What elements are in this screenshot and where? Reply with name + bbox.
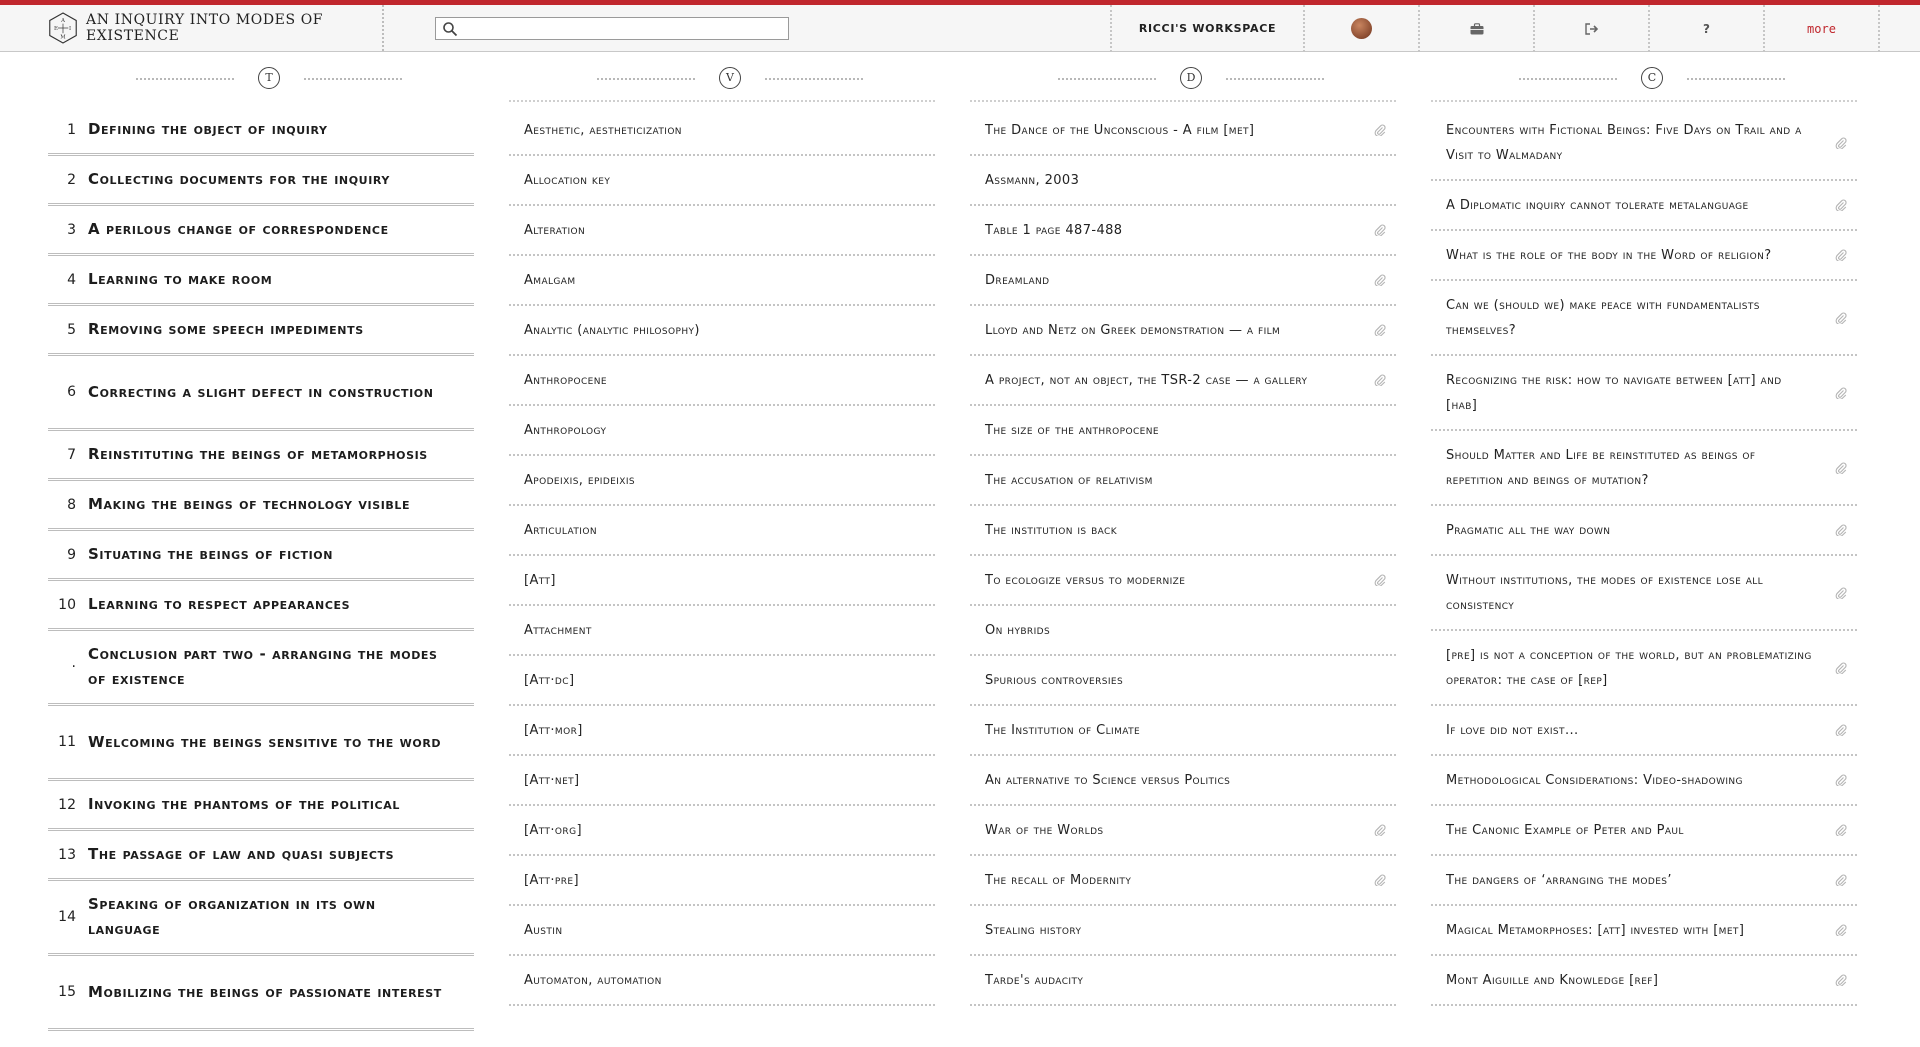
- chapter-title: Conclusion part two - arranging the modes of existence: [88, 645, 438, 688]
- chapter-item[interactable]: [48, 706, 474, 781]
- document-item[interactable]: [970, 806, 1396, 856]
- chapter-title: Welcoming the beings sensitive to the word: [88, 732, 442, 751]
- contributions-column-marker[interactable]: C: [1641, 67, 1663, 89]
- chapter-number: 5: [67, 321, 76, 338]
- attachment-icon: [1835, 824, 1847, 836]
- attachment-icon: [1835, 924, 1847, 936]
- vocabulary-term: Anthropocene: [524, 372, 607, 388]
- vocabulary-item[interactable]: [509, 306, 935, 356]
- contribution-item[interactable]: [1431, 956, 1857, 1006]
- attachment-icon: [1374, 274, 1386, 286]
- document-title: Tarde's audacity: [985, 972, 1084, 988]
- document-item[interactable]: [970, 456, 1396, 506]
- vocabulary-term: [Att]: [524, 572, 556, 588]
- text-column-header: [48, 56, 474, 98]
- document-item[interactable]: [970, 706, 1396, 756]
- vocabulary-item[interactable]: [509, 606, 935, 656]
- chapter-item[interactable]: [48, 256, 474, 306]
- chapter-number: 15: [58, 984, 76, 1000]
- chapter-item[interactable]: [48, 206, 474, 256]
- documents-column: [970, 56, 1396, 1006]
- documents-column-header: [970, 56, 1396, 98]
- attachment-icon: [1374, 824, 1386, 836]
- svg-text:E: E: [54, 25, 58, 32]
- attachment-icon: [1835, 249, 1847, 261]
- chapter-item[interactable]: [48, 831, 474, 881]
- document-item[interactable]: [970, 406, 1396, 456]
- brand[interactable]: [0, 5, 384, 51]
- chapter-item[interactable]: [48, 106, 474, 156]
- contribution-item[interactable]: [1431, 631, 1857, 706]
- chapter-title: Removing some speech impediments: [88, 320, 364, 338]
- svg-text:A: A: [61, 17, 65, 24]
- vocabulary-term: Articulation: [524, 522, 597, 538]
- chapter-number: 4: [67, 271, 76, 288]
- chapter-title: Mobilizing the beings of passionate interest: [88, 982, 442, 1001]
- chapter-title: A perilous change of correspondence: [88, 220, 389, 238]
- vocabulary-item[interactable]: [509, 356, 935, 406]
- document-title: The Institution of Climate: [985, 722, 1141, 738]
- document-title: The accusation of relativism: [985, 472, 1153, 488]
- chapter-item[interactable]: [48, 581, 474, 631]
- document-title: The size of the anthropocene: [985, 422, 1159, 438]
- aime-logo-icon: [48, 10, 78, 46]
- chapter-item[interactable]: [48, 356, 474, 431]
- vocabulary-term: [Att·mor]: [524, 722, 583, 738]
- vocabulary-term: Anthropology: [524, 422, 607, 438]
- text-column-marker[interactable]: T: [258, 67, 280, 89]
- chapter-item[interactable]: [48, 156, 474, 206]
- vocabulary-item[interactable]: [509, 756, 935, 806]
- chapter-number: 7: [67, 446, 76, 463]
- chapter-title: Making the beings of technology visible: [88, 495, 411, 513]
- contributions-column-header: [1431, 56, 1857, 98]
- contribution-item[interactable]: [1431, 106, 1857, 181]
- vocabulary-term: [Att·org]: [524, 822, 582, 838]
- contribution-item[interactable]: [1431, 856, 1857, 906]
- vocabulary-term: Analytic (analytic philosophy): [524, 322, 700, 338]
- vocabulary-item[interactable]: [509, 906, 935, 956]
- chapter-number: 11: [58, 734, 76, 750]
- vocabulary-item[interactable]: [509, 806, 935, 856]
- attachment-icon: [1835, 199, 1847, 211]
- attachment-icon: [1835, 974, 1847, 986]
- contribution-title: The dangers of ‘arranging the modes’: [1446, 872, 1672, 888]
- chapter-title: Reinstituting the beings of metamorphosis: [88, 445, 428, 463]
- vocabulary-term: [Att·dc]: [524, 672, 575, 688]
- help-button[interactable]: ?: [1650, 5, 1765, 52]
- contribution-title: A Diplomatic inquiry cannot tolerate metalanguage: [1446, 197, 1749, 213]
- document-item[interactable]: [970, 656, 1396, 706]
- attachment-icon: [1374, 574, 1386, 586]
- vocabulary-item[interactable]: [509, 256, 935, 306]
- logout-button[interactable]: [1535, 5, 1650, 52]
- attachment-icon: [1374, 374, 1386, 386]
- documents-column-marker[interactable]: D: [1180, 67, 1202, 89]
- vocabulary-item[interactable]: [509, 156, 935, 206]
- vocabulary-column: [509, 56, 935, 1006]
- attachment-icon: [1835, 462, 1847, 474]
- vocabulary-term: Automaton, automation: [524, 972, 662, 988]
- contributions-list: [1431, 106, 1857, 1006]
- attachment-icon: [1835, 387, 1847, 399]
- vocabulary-column-marker[interactable]: V: [719, 67, 741, 89]
- search-icon[interactable]: [442, 21, 458, 37]
- document-title: On hybrids: [985, 622, 1051, 638]
- chapter-title: Invoking the phantoms of the political: [88, 795, 400, 813]
- contribution-item[interactable]: [1431, 356, 1857, 431]
- document-item[interactable]: [970, 306, 1396, 356]
- attachment-icon: [1835, 874, 1847, 886]
- text-column: [48, 56, 474, 1031]
- chapter-number: 8: [67, 496, 76, 513]
- attachment-icon: [1374, 224, 1386, 236]
- chapter-number: 13: [58, 846, 76, 863]
- vocabulary-term: Attachment: [524, 622, 592, 638]
- contribution-item[interactable]: [1431, 281, 1857, 356]
- briefcase-button[interactable]: [1420, 5, 1535, 52]
- contribution-item[interactable]: [1431, 506, 1857, 556]
- attachment-icon: [1835, 137, 1847, 149]
- contribution-title: Can we (should we) make peace with fundamentalists themselves?: [1446, 297, 1760, 338]
- chapter-title: Correcting a slight defect in construction: [88, 382, 434, 401]
- document-item[interactable]: [970, 906, 1396, 956]
- document-item[interactable]: [970, 856, 1396, 906]
- text-list: [48, 106, 474, 1031]
- attachment-icon: [1835, 524, 1847, 536]
- chapter-title: Learning to make room: [88, 270, 273, 288]
- vocabulary-term: [Att·net]: [524, 772, 580, 788]
- vocabulary-item[interactable]: [509, 656, 935, 706]
- document-item[interactable]: [970, 756, 1396, 806]
- contribution-title: Mont Aiguille and Knowledge [ref]: [1446, 972, 1659, 988]
- contribution-item[interactable]: [1431, 906, 1857, 956]
- vocabulary-item[interactable]: [509, 206, 935, 256]
- chapter-item[interactable]: [48, 956, 474, 1031]
- contribution-title: Without institutions, the modes of existence lose all consistency: [1446, 572, 1764, 613]
- chapter-number: ·: [71, 659, 76, 675]
- vocabulary-item[interactable]: [509, 506, 935, 556]
- vocabulary-item[interactable]: [509, 456, 935, 506]
- contribution-title: Recognizing the risk: how to navigate between [att] and [hab]: [1446, 372, 1782, 413]
- document-item[interactable]: [970, 156, 1396, 206]
- chapter-item[interactable]: [48, 781, 474, 831]
- chapter-number: 12: [58, 796, 76, 813]
- document-title: Stealing history: [985, 922, 1082, 938]
- contribution-title: [pre] is not a conception of the world, but an problematizing operator: the case of [rep]: [1446, 647, 1812, 688]
- document-item[interactable]: [970, 206, 1396, 256]
- document-title: Table 1 page 487-488: [985, 222, 1123, 238]
- vocabulary-list: [509, 106, 935, 1006]
- chapter-title: Collecting documents for the inquiry: [88, 170, 390, 188]
- chapter-item[interactable]: [48, 481, 474, 531]
- chapter-item[interactable]: [48, 881, 474, 956]
- vocabulary-term: Aesthetic, aestheticization: [524, 122, 682, 138]
- svg-text:I: I: [69, 25, 72, 32]
- avatar-button[interactable]: [1305, 5, 1420, 52]
- vocabulary-item[interactable]: [509, 556, 935, 606]
- workspace-button[interactable]: RICCI'S WORKSPACE: [1110, 5, 1305, 52]
- attachment-icon: [1835, 312, 1847, 324]
- vocabulary-term: [Att·pre]: [524, 872, 579, 888]
- document-item[interactable]: [970, 506, 1396, 556]
- attachment-icon: [1835, 662, 1847, 674]
- document-title: War of the Worlds: [985, 822, 1104, 838]
- app-title: AN INQUIRY INTO MODES OF EXISTENCE: [85, 12, 324, 44]
- chapter-title: The passage of law and quasi subjects: [88, 845, 395, 863]
- chapter-item[interactable]: [48, 306, 474, 356]
- document-item[interactable]: [970, 606, 1396, 656]
- search-input[interactable]: [462, 20, 782, 37]
- chapter-item[interactable]: [48, 431, 474, 481]
- svg-text:M: M: [60, 34, 66, 41]
- attachment-icon: [1374, 874, 1386, 886]
- attachment-icon: [1835, 587, 1847, 599]
- vocabulary-term: Alteration: [524, 222, 586, 238]
- vocabulary-item[interactable]: [509, 406, 935, 456]
- chapter-number: 2: [67, 171, 76, 188]
- vocabulary-term: Allocation key: [524, 172, 611, 188]
- contribution-title: Methodological Considerations: Video-shadowing: [1446, 772, 1743, 788]
- attachment-icon: [1835, 724, 1847, 736]
- document-title: Assmann, 2003: [985, 172, 1080, 188]
- document-title: To ecologize versus to modernize: [985, 572, 1186, 588]
- top-bar: [0, 0, 1920, 52]
- document-title: Lloyd and Netz on Greek demonstration — a film: [985, 322, 1281, 338]
- chapter-item[interactable]: [48, 631, 474, 706]
- logout-icon: [1585, 23, 1599, 35]
- contribution-item[interactable]: [1431, 431, 1857, 506]
- chapter-number: 6: [67, 384, 76, 400]
- attachment-icon: [1374, 324, 1386, 336]
- document-title: The recall of Modernity: [985, 872, 1132, 888]
- contribution-item[interactable]: [1431, 756, 1857, 806]
- attachment-icon: [1374, 124, 1386, 136]
- contribution-item[interactable]: [1431, 231, 1857, 281]
- vocabulary-term: Austin: [524, 922, 563, 938]
- chapter-title: Learning to respect appearances: [88, 595, 351, 613]
- chapter-title: Defining the object of inquiry: [88, 120, 328, 138]
- vocabulary-term: Apodeixis, epideixis: [524, 472, 636, 488]
- avatar: [1351, 18, 1372, 39]
- chapter-title: Situating the beings of fiction: [88, 545, 334, 563]
- contribution-title: Magical Metamorphoses: [att] invested with [met]: [1446, 922, 1745, 938]
- vocabulary-item[interactable]: [509, 106, 935, 156]
- briefcase-icon: [1470, 23, 1484, 35]
- documents-list: [970, 106, 1396, 1006]
- chapter-number: 10: [58, 596, 76, 613]
- contribution-title: Encounters with Fictional Beings: Five Days on Trail and a Visit to Walmadany: [1446, 122, 1802, 163]
- contribution-title: If love did not exist...: [1446, 722, 1579, 738]
- contribution-item[interactable]: [1431, 706, 1857, 756]
- chapter-number: 1: [67, 121, 76, 138]
- document-item[interactable]: [970, 356, 1396, 406]
- attachment-icon: [1835, 774, 1847, 786]
- document-item[interactable]: [970, 106, 1396, 156]
- more-button[interactable]: more: [1765, 5, 1880, 52]
- document-item[interactable]: [970, 256, 1396, 306]
- document-title: Dreamland: [985, 272, 1050, 288]
- vocabulary-term: Amalgam: [524, 272, 576, 288]
- contribution-item[interactable]: [1431, 556, 1857, 631]
- document-title: A project, not an object, the TSR-2 case — a gallery: [985, 372, 1308, 388]
- document-title: Spurious controversies: [985, 672, 1124, 688]
- contribution-item[interactable]: [1431, 806, 1857, 856]
- chapter-number: 14: [58, 909, 76, 925]
- search-box[interactable]: [435, 17, 789, 40]
- document-title: The Dance of the Unconscious - A film [met]: [985, 122, 1255, 138]
- vocabulary-item[interactable]: [509, 856, 935, 906]
- chapter-item[interactable]: [48, 531, 474, 581]
- document-item[interactable]: [970, 956, 1396, 1006]
- document-title: An alternative to Science versus Politics: [985, 772, 1231, 788]
- vocabulary-item[interactable]: [509, 956, 935, 1006]
- chapter-number: 9: [67, 546, 76, 563]
- contribution-title: What is the role of the body in the Word of religion?: [1446, 247, 1772, 263]
- contribution-title: Should Matter and Life be reinstituted as beings of repetition and beings of mutation?: [1446, 447, 1756, 488]
- contribution-title: Pragmatic all the way down: [1446, 522, 1611, 538]
- vocabulary-column-header: [509, 56, 935, 98]
- document-title: The institution is back: [985, 522, 1118, 538]
- vocabulary-item[interactable]: [509, 706, 935, 756]
- contributions-column: [1431, 56, 1857, 1006]
- chapter-number: 3: [67, 221, 76, 238]
- chapter-title: Speaking of organization in its own language: [88, 895, 376, 938]
- contribution-title: The Canonic Example of Peter and Paul: [1446, 822, 1684, 838]
- document-item[interactable]: [970, 556, 1396, 606]
- contribution-item[interactable]: [1431, 181, 1857, 231]
